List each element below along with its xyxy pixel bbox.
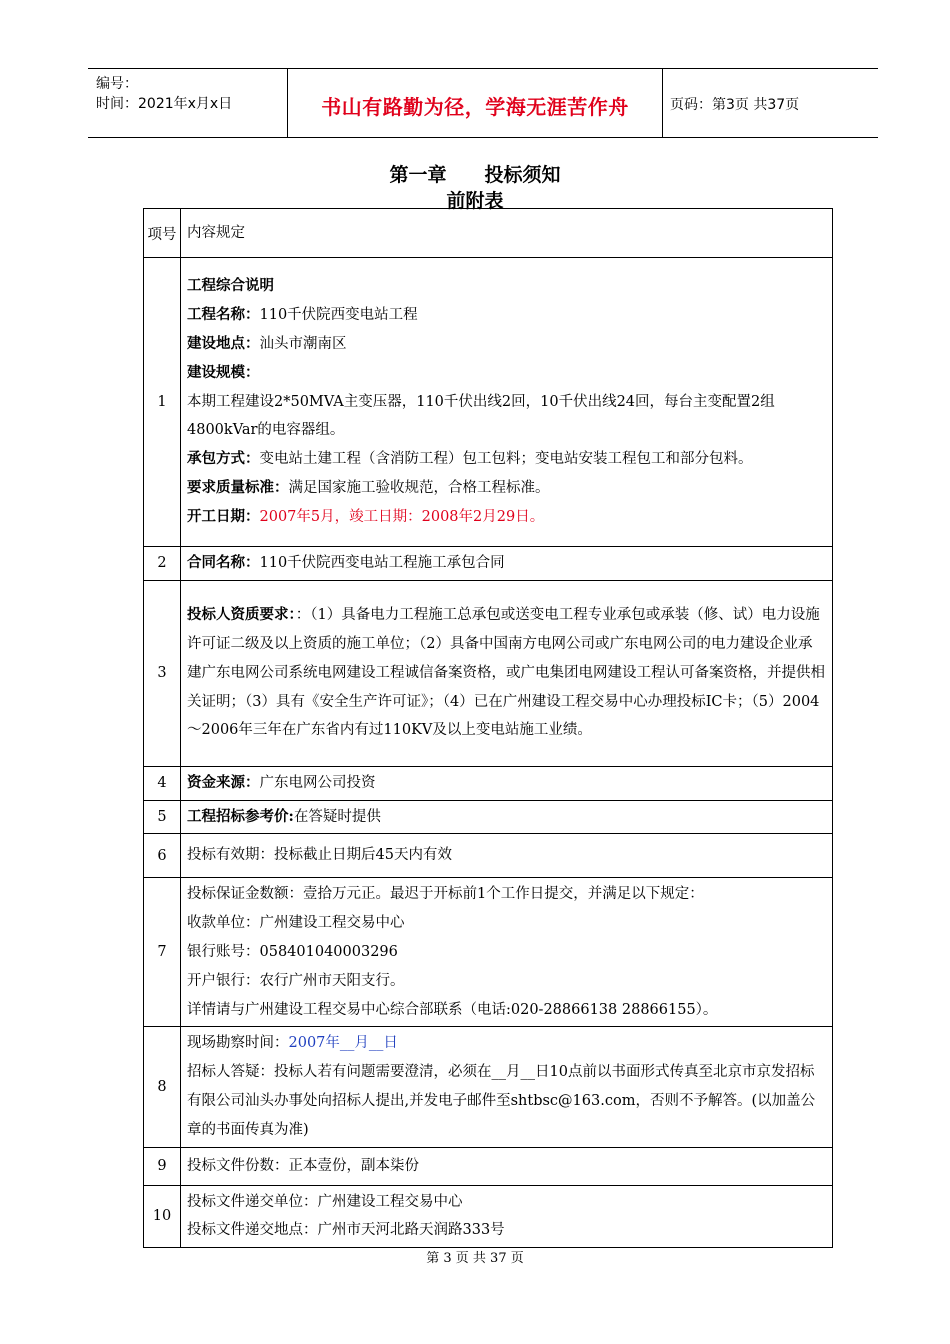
code-label: 编号： <box>96 76 138 92</box>
site-value: 汕头市潮南区 <box>259 336 347 352</box>
survey-value: 2007年__月__日 <box>288 1035 398 1052</box>
project-name-label: 工程名称： <box>187 306 260 324</box>
table-row <box>144 878 833 1027</box>
table-row <box>144 1027 833 1147</box>
table-row <box>144 766 833 800</box>
chapter-name: 投标须知 <box>484 164 561 186</box>
contract-name-value: 110千伏院西变电站工程施工承包合同 <box>259 555 505 571</box>
row-num: 8 <box>144 1027 181 1147</box>
table-header-row <box>144 209 833 258</box>
motto: 书山有路勤为径，学海无涯苦作舟 <box>321 95 629 119</box>
bank-account: 银行账号：058401040003296 <box>187 943 398 960</box>
table-row <box>144 834 833 878</box>
row-content <box>181 878 833 1027</box>
col-header-content: 内容规定 <box>181 209 833 258</box>
row-num: 7 <box>144 878 181 1027</box>
chapter-title <box>0 160 950 187</box>
row-num: 5 <box>144 800 181 834</box>
row-content <box>181 800 833 834</box>
row-content <box>181 1027 833 1147</box>
time-label: 时间：2021年x月x日 <box>96 96 233 112</box>
contract-value: 变电站土建工程（含消防工程）包工包料；变电站安装工程包工和部分包料。 <box>259 451 753 468</box>
contact-info: 详情请与广州建设工程交易中心综合部联系（电话:020-28866138 28866155）。 <box>187 1001 718 1018</box>
deposit-amount: 投标保证金数额：壹拾万元正。最迟于开标前1个工作日提交，并满足以下规定： <box>187 886 704 903</box>
payee: 收款单位：广州建设工程交易中心 <box>187 915 405 932</box>
submission-unit: 投标文件递交单位：广州建设工程交易中心 <box>187 1193 463 1210</box>
site-label: 建设地点： <box>187 335 260 352</box>
row-content <box>181 766 833 800</box>
header-motto-cell <box>287 69 663 137</box>
table-row <box>144 547 833 581</box>
quality-value: 满足国家施工验收规范，合格工程标准。 <box>288 479 550 496</box>
qualification-value: ：（1）具备电力工程施工总承包或送变电工程专业承包或承装（修、试）电力设施许可证二级及以上资质的施工单位；（2）具备中国南方电网公司或广东电网公司的电力建设企业承建广东电网公司系统电网建设工程诚信备案资格，或广电集团电网建设工程认可备案资格，并提供相关证明；（3）具有《安全生产许可证》；（4）已在广州建设工程交易中心办理投标IC卡；（5）2004～2006年三年在广东省内有过110KV及以上变电站施工业绩。 <box>187 607 825 739</box>
row-num: 10 <box>144 1185 181 1248</box>
row-num: 3 <box>144 580 181 766</box>
quality-label: 要求质量标准： <box>187 478 289 496</box>
reference-price-label: 工程招标参考价: <box>187 807 294 825</box>
table-row <box>144 1185 833 1248</box>
row-num: 1 <box>144 258 181 547</box>
table-row <box>144 800 833 834</box>
page-header <box>88 68 878 138</box>
row-content <box>181 580 833 766</box>
start-date-label: 开工日期： <box>187 507 260 525</box>
table-title: 前附表 <box>446 190 504 212</box>
overview-heading: 工程综合说明 <box>187 277 274 295</box>
page-footer: 第 3 页 共 37 页 <box>426 1251 524 1266</box>
qualification-label: 投标人资质要求： <box>187 606 296 624</box>
row-num: 6 <box>144 834 181 878</box>
bank-name: 开户银行：农行广州市天阳支行。 <box>187 972 405 989</box>
row-num: 2 <box>144 547 181 581</box>
qa-text: 招标人答疑：投标人若有问题需要澄清，必须在__月__日10点前以书面形式传真至北京市京发招标有限公司汕头办事处向招标人提出,并发电子邮件至shtbsc@163.com，否则不予解答。(以加盖公章的书面传真为准) <box>187 1064 816 1138</box>
start-date-value: 2007年5月，竣工日期：2008年2月29日。 <box>259 508 545 525</box>
row-content <box>181 258 833 547</box>
table-row <box>144 580 833 766</box>
contract-name-label: 合同名称： <box>187 554 260 571</box>
header-meta <box>88 69 287 137</box>
front-table <box>143 208 833 1248</box>
validity-text: 投标有效期：投标截止日期后45天内有效 <box>181 834 833 878</box>
row-content <box>181 1185 833 1248</box>
copies-text: 投标文件份数：正本壹份，副本柒份 <box>181 1147 833 1185</box>
scale-label: 建设规模： <box>187 363 260 381</box>
col-header-num: 项号 <box>144 209 181 258</box>
chapter-number: 第一章 <box>389 164 447 186</box>
table-row <box>144 1147 833 1185</box>
row-content <box>181 547 833 581</box>
contract-label: 承包方式： <box>187 450 260 468</box>
survey-label: 现场勘察时间： <box>187 1035 289 1052</box>
scale-text: 本期工程建设2*50MVA主变压器，110千伏出线2回，10千伏出线24回，每台主变配置2组4800kVar的电容器组。 <box>187 393 775 439</box>
row-num: 9 <box>144 1147 181 1185</box>
funding-label: 资金来源： <box>187 773 260 791</box>
header-page-cell <box>662 69 878 137</box>
submission-address: 投标文件递交地点：广州市天河北路天润路333号 <box>187 1222 505 1239</box>
project-name-value: 110千伏院西变电站工程 <box>259 307 418 324</box>
reference-price-value: 在答疑时提供 <box>293 808 381 825</box>
page-label: 页码：第3页 共37页 <box>670 97 800 113</box>
row-num: 4 <box>144 766 181 800</box>
table-row <box>144 258 833 547</box>
funding-value: 广东电网公司投资 <box>259 774 376 791</box>
